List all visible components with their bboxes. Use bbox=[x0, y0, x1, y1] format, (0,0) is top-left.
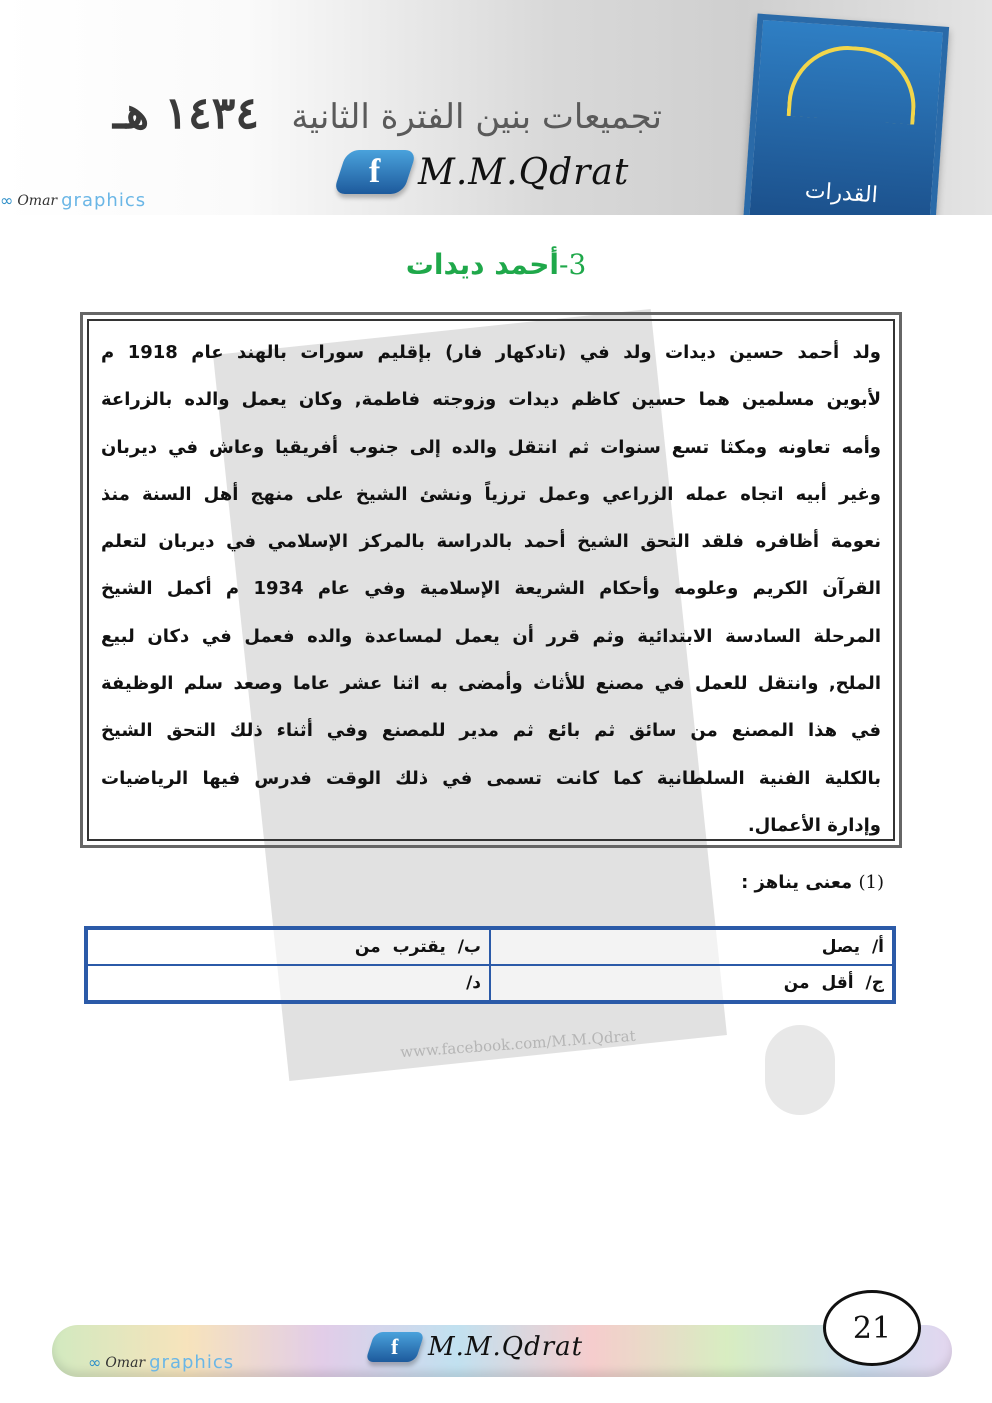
facebook-icon: f bbox=[333, 150, 417, 194]
bio-line: المرحلة السادسة الابتدائية وثم قرر أن يعمل لمساعدة والده فعمل في دكان لبيع bbox=[101, 625, 881, 647]
omar-circles-icon: ∞ bbox=[88, 1353, 102, 1372]
omar-circles-icon: ∞ bbox=[0, 191, 14, 210]
bio-line: ولد أحمد حسين ديدات ولد في (تادكهار فار) بإقليم سورات بالهند عام 1918 م bbox=[101, 342, 881, 363]
bio-line: الملح, وانتقل للعمل في مصنع للأثاث وأمضى به اثنا عشر عاما وصعد سلم الوظيفة bbox=[101, 673, 881, 695]
watermark-url: www.facebook.com/M.M.Qdrat bbox=[399, 1026, 637, 1062]
footer-brand bbox=[370, 1332, 583, 1362]
section-number: 3- bbox=[558, 248, 587, 281]
bio-line: وأمه تعاونه ومكثا تسع سنوات ثم انتقل والده إلى جنوب أفريقيا وعاش في ديربان bbox=[101, 436, 881, 458]
question-text: معنى يناهز : bbox=[741, 872, 853, 893]
header-brand-text: M.M.Qdrat bbox=[418, 151, 630, 193]
question bbox=[741, 872, 884, 893]
section-title-text: أحمد ديدات bbox=[405, 248, 559, 281]
book-logo bbox=[743, 14, 949, 215]
omar-graphics-logo bbox=[0, 190, 146, 211]
open-book-icon bbox=[787, 42, 920, 125]
section-title bbox=[0, 248, 992, 281]
bio-line: بالكلية الفنية السلطانية كما كانت تسمى في ذلك الوقت فدرس فيها الرياضيات bbox=[101, 767, 881, 789]
header-title-text: تجميعات بنين الفترة الثانية bbox=[291, 97, 662, 137]
biography-text bbox=[87, 319, 895, 841]
bio-line: وإدارة الأعمال. bbox=[747, 814, 881, 836]
footer-brand-text: M.M.Qdrat bbox=[428, 1332, 584, 1362]
omar-name: Omar bbox=[105, 1354, 146, 1371]
option-d[interactable]: د/ bbox=[87, 965, 490, 1001]
bio-line: في هذا المصنع من سائق ثم بائع ثم مدير للمصنع وفي أثناء ذلك التحق الشيخ bbox=[101, 720, 881, 742]
bio-line: نعومة أظافره فلقد التحق الشيخ أحمد بالدراسة بالمركز الإسلامي في ديربان لتعلم bbox=[101, 531, 881, 553]
facebook-icon: f bbox=[365, 1332, 425, 1362]
header-title bbox=[113, 88, 662, 139]
option-c[interactable]: ج/ أقل من bbox=[490, 965, 893, 1001]
logo-text: القدرات bbox=[804, 178, 879, 209]
header-year: ١٤٣٤ هـ bbox=[113, 88, 259, 139]
option-b[interactable]: ب/ يقترب من bbox=[87, 929, 490, 965]
bio-line: القرآن الكريم وعلومه وأحكام الشريعة الإسلامية وفي عام 1934 م أكمل الشيخ bbox=[101, 578, 881, 600]
footer-omar-graphics-logo bbox=[88, 1352, 234, 1373]
biography-box bbox=[80, 312, 902, 848]
header-brand bbox=[340, 150, 629, 194]
omar-graphics-text: graphics bbox=[61, 190, 147, 211]
page-header bbox=[0, 0, 992, 215]
question-number: (1) bbox=[858, 872, 884, 893]
omar-name: Omar bbox=[17, 192, 58, 209]
microphone-watermark-icon bbox=[765, 1025, 835, 1115]
omar-graphics-text: graphics bbox=[149, 1352, 235, 1373]
page-number: 21 bbox=[823, 1290, 921, 1366]
bio-line: لأبوين مسلمين هما حسين كاظم ديدات وزوجته فاطمة, وكان يعمل والده بالزراعة bbox=[101, 389, 881, 411]
answer-options-table bbox=[84, 926, 896, 1004]
option-a[interactable]: أ/ يصل bbox=[490, 929, 893, 965]
bio-line: وغير أبيه اتجاه عمله الزراعي وعمل ترزياً ونشئ الشيخ على منهج أهل السنة منذ bbox=[101, 483, 881, 505]
